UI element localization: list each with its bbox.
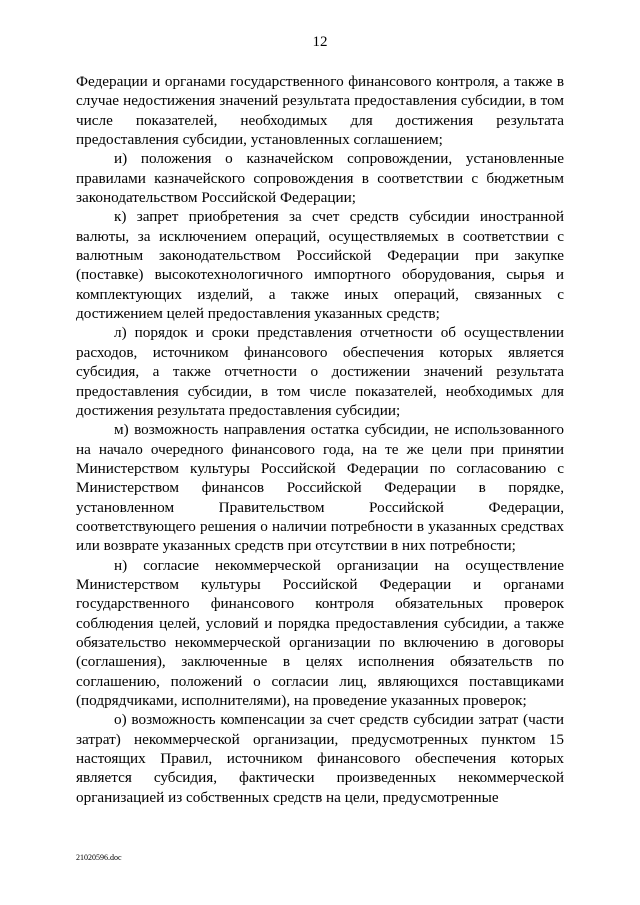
paragraph-continuation: Федерации и органами государственного финансового контроля, а также в случае недостижения значений результата предоставления субсидии, в том числе показателей, необходимых для достижения результата предоставления субсидии, установленных соглашением; — [76, 73, 564, 149]
document-body — [76, 72, 564, 807]
paragraph-item-o: о) возможность компенсации за счет средств субсидии затрат (части затрат) некоммерческой организации, предусмотренных пунктом 15 настоящих Правил, источником финансового обеспечения которых является субсидия, фактически произведенных некоммерческой организацией из собственных средств на цели, предусмотренные — [76, 711, 564, 806]
paragraph-item-i: и) положения о казначейском сопровождении, установленные правилами казначейского сопровождения в соответствии с бюджетным законодательством Российской Федерации; — [76, 150, 564, 207]
paragraph-item-m: м) возможность направления остатка субсидии, не использованного на начало очередного финансового года, на те же цели при принятии Министерством культуры Российской Федерации по согласованию с Министерством финансов Российской Федерации в порядке, установленном Правительством Российской Федерации, соответствующего решения о наличии потребности в указанных средствах или возврате указанных средств при отсутствии в них потребности; — [76, 421, 564, 555]
page-number: 12 — [312, 34, 328, 50]
paragraph-item-n: н) согласие некоммерческой организации на осуществление Министерством культуры Российской Федерации и органами государственного финансового контроля обязательных проверок соблюдения целей, условий и порядка предоставления субсидии, а также обязательство некоммерческой организации по включению в договоры (соглашения), заключенные в целях исполнения обязательств по соглашению, положений о согласии лиц, являющихся поставщиками (подрядчиками, исполнителями), на проведение указанных проверок; — [76, 556, 564, 709]
paragraph-item-k: к) запрет приобретения за счет средств субсидии иностранной валюты, за исключением операций, осуществляемых в соответствии с валютным законодательством Российской Федерации при закупке (поставке) высокотехнологичного импортного оборудования, сырья и комплектующих изделий, а также иных операций, связанных с достижением целей предоставления указанных средств; — [76, 208, 564, 323]
paragraph-item-l: л) порядок и сроки представления отчетности об осуществлении расходов, источником финансового обеспечения которых является субсидия, а также отчетности о достижении значений результата предоставления субсидии, в том числе показателей, необходимых для достижения результата предоставления субсидии; — [76, 324, 564, 419]
footer-file-code: 21020596.doc — [76, 853, 122, 862]
